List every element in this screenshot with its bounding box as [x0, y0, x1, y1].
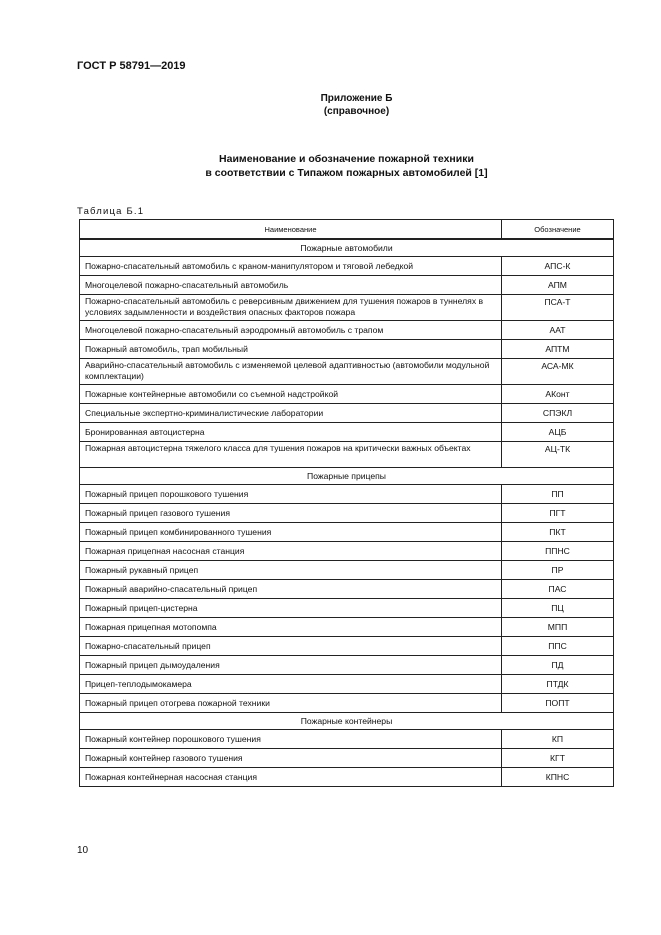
table-row	[80, 542, 614, 561]
item-name: Пожарно-спасательный автомобиль с реверсивным движением для тушения пожаров в туннелях в условиях задымленности и воздействия опасных факторов пожара	[80, 295, 502, 321]
table-row	[80, 276, 614, 295]
table-row	[80, 257, 614, 276]
table-row	[80, 485, 614, 504]
item-name: Пожарный контейнер газового тушения	[80, 749, 502, 768]
table-row	[80, 523, 614, 542]
item-code: АСА-МК	[502, 359, 614, 385]
appendix-block	[0, 92, 661, 118]
item-name: Пожарный прицеп комбинированного тушения	[80, 523, 502, 542]
section-row	[80, 239, 614, 257]
item-code: ПД	[502, 656, 614, 675]
table-row	[80, 385, 614, 404]
item-code: СПЭКЛ	[502, 404, 614, 423]
item-code: ПГТ	[502, 504, 614, 523]
appendix-type: (справочное)	[323, 106, 390, 117]
item-code: ПКТ	[502, 523, 614, 542]
item-code: ПЦ	[502, 599, 614, 618]
item-code: ПОПТ	[502, 694, 614, 713]
item-name: Пожарный прицеп газового тушения	[80, 504, 502, 523]
table-row	[80, 637, 614, 656]
equipment-table	[79, 219, 614, 787]
item-name: Специальные экспертно-криминалистические лаборатории	[80, 404, 502, 423]
heading-line-2: в соответствии с Типажом пожарных автомобилей [1]	[205, 167, 488, 179]
item-name: Пожарный аварийно-спасательный прицеп	[80, 580, 502, 599]
table-row	[80, 618, 614, 637]
table-header-row	[80, 220, 614, 240]
item-name: Прицеп-теплодымокамера	[80, 675, 502, 694]
item-code: ПТДК	[502, 675, 614, 694]
page-number: 10	[77, 845, 89, 856]
section-row	[80, 468, 614, 485]
item-name: Пожарно-спасательный прицеп	[80, 637, 502, 656]
item-code: ППНС	[502, 542, 614, 561]
table-row	[80, 749, 614, 768]
item-code: АЦБ	[502, 423, 614, 442]
table-row	[80, 694, 614, 713]
item-code: АПМ	[502, 276, 614, 295]
table-row	[80, 295, 614, 321]
item-name: Многоцелевой пожарно-спасательный аэродромный автомобиль с трапом	[80, 321, 502, 340]
item-name: Пожарная прицепная мотопомпа	[80, 618, 502, 637]
table-body	[80, 239, 614, 787]
column-header-name: Наименование	[80, 220, 502, 240]
table-row	[80, 423, 614, 442]
item-name: Пожарные контейнерные автомобили со съемной надстройкой	[80, 385, 502, 404]
section-row	[80, 713, 614, 730]
item-code: ПСА-Т	[502, 295, 614, 321]
item-name: Пожарный автомобиль, трап мобильный	[80, 340, 502, 359]
table-row	[80, 599, 614, 618]
item-name: Пожарный контейнер порошкового тушения	[80, 730, 502, 749]
item-name: Пожарная контейнерная насосная станция	[80, 768, 502, 787]
item-code: ПАС	[502, 580, 614, 599]
table-row	[80, 561, 614, 580]
table-row	[80, 675, 614, 694]
item-code: АЦ-ТК	[502, 442, 614, 468]
table-row	[80, 359, 614, 385]
item-code: ААТ	[502, 321, 614, 340]
heading-line-1: Наименование и обозначение пожарной техники	[219, 153, 474, 165]
table-row	[80, 442, 614, 468]
table-row	[80, 340, 614, 359]
item-code: ПП	[502, 485, 614, 504]
item-code: АПТМ	[502, 340, 614, 359]
item-code: МПП	[502, 618, 614, 637]
table-label: Таблица Б.1	[77, 206, 145, 217]
item-code: КГТ	[502, 749, 614, 768]
item-name: Многоцелевой пожарно-спасательный автомобиль	[80, 276, 502, 295]
item-name: Пожарный прицеп отогрева пожарной техники	[80, 694, 502, 713]
table-row	[80, 768, 614, 787]
item-name: Пожарный рукавный прицеп	[80, 561, 502, 580]
item-code: КП	[502, 730, 614, 749]
item-code: ППС	[502, 637, 614, 656]
table-row	[80, 656, 614, 675]
item-name: Пожарный прицеп порошкового тушения	[80, 485, 502, 504]
table-row	[80, 580, 614, 599]
standard-designation: ГОСТ Р 58791—2019	[77, 60, 186, 72]
appendix-title: Приложение Б	[320, 93, 393, 104]
document-heading	[0, 152, 661, 180]
item-code: АПС-К	[502, 257, 614, 276]
item-name: Пожарная автоцистерна тяжелого класса для тушения пожаров на критически важных объектах	[80, 442, 502, 468]
item-name: Пожарный прицеп дымоудаления	[80, 656, 502, 675]
section-title: Пожарные автомобили	[80, 239, 614, 257]
item-code: КПНС	[502, 768, 614, 787]
item-name: Пожарно-спасательный автомобиль с краном-манипулятором и тяговой лебедкой	[80, 257, 502, 276]
column-header-code: Обозначение	[502, 220, 614, 240]
item-name: Бронированная автоцистерна	[80, 423, 502, 442]
table-row	[80, 404, 614, 423]
item-name: Пожарный прицеп-цистерна	[80, 599, 502, 618]
item-name: Пожарная прицепная насосная станция	[80, 542, 502, 561]
item-code: ПР	[502, 561, 614, 580]
section-title: Пожарные контейнеры	[80, 713, 614, 730]
section-title: Пожарные прицепы	[80, 468, 614, 485]
item-code: АКонт	[502, 385, 614, 404]
table-row	[80, 730, 614, 749]
table-row	[80, 321, 614, 340]
item-name: Аварийно-спасательный автомобиль с изменяемой целевой адаптивностью (автомобили модульной комплектации)	[80, 359, 502, 385]
table-row	[80, 504, 614, 523]
